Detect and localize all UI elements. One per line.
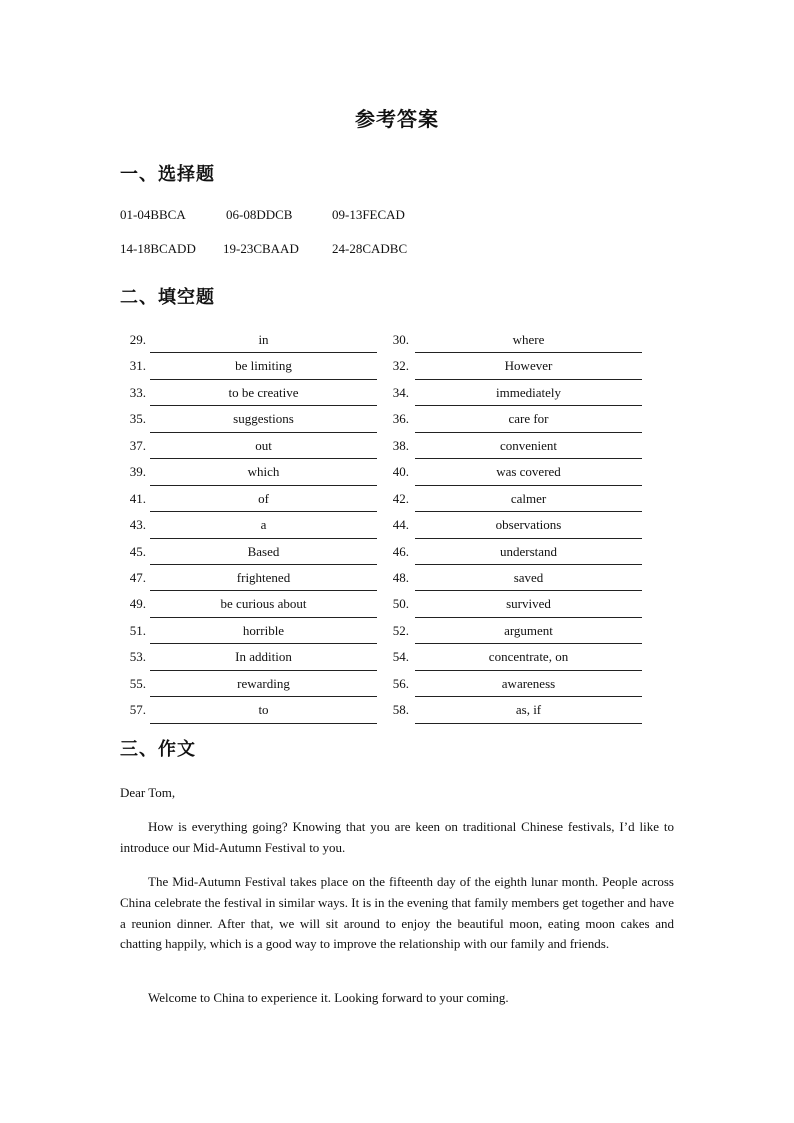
essay-paragraph-text: Welcome to China to experience it. Looking forward to your coming. (148, 990, 509, 1005)
fill-row (120, 459, 650, 485)
question-number: 49. (129, 596, 146, 612)
question-number: 41. (129, 490, 146, 506)
answer-blank: Based (150, 539, 377, 565)
question-number: 46. (392, 543, 409, 559)
answer-blank: in (150, 327, 377, 353)
answer-blank: observations (415, 512, 642, 538)
answer-blank: immediately (415, 380, 642, 406)
question-number: 58. (392, 702, 409, 718)
answer-blank: as, if (415, 697, 642, 723)
question-number: 52. (392, 622, 409, 638)
answer-blank: survived (415, 591, 642, 617)
question-number: 45. (129, 543, 146, 559)
question-number: 36. (392, 411, 409, 427)
answer-blank: care for (415, 406, 642, 432)
answer-blank: where (415, 327, 642, 353)
question-number: 32. (392, 358, 409, 374)
question-number: 48. (392, 569, 409, 585)
question-number: 47. (129, 569, 146, 585)
fill-row (120, 433, 650, 459)
fill-row (120, 618, 650, 644)
essay-salutation: Dear Tom, (120, 785, 176, 800)
section-heading-fill-in: 二、填空题 (120, 287, 215, 308)
answer-blank: to be creative (150, 380, 377, 406)
answer-blank: concentrate, on (415, 644, 642, 670)
answer-blank: horrible (150, 618, 377, 644)
answer-blank: frightened (150, 565, 377, 591)
question-number: 50. (392, 596, 409, 612)
essay-paragraph-text: How is everything going? Knowing that you are keen on traditional Chinese festivals, I’d like to introduce our Mid-Autumn Festival to you. (120, 819, 674, 855)
fill-row (120, 671, 650, 697)
answer-blank: calmer (415, 486, 642, 512)
fill-row (120, 380, 650, 406)
mc-answer-group: 09-13FECAD (332, 207, 405, 222)
fill-row (120, 565, 650, 591)
answer-blank: to (150, 697, 377, 723)
question-number: 37. (129, 437, 146, 453)
answer-blank: However (415, 353, 642, 379)
question-number: 30. (392, 332, 409, 347)
answer-blank: awareness (415, 671, 642, 697)
mc-answer-group: 24-28CADBC (332, 241, 408, 256)
mc-answer-group: 06-08DDCB (226, 207, 293, 222)
question-number: 53. (129, 649, 146, 665)
fill-row (120, 591, 650, 617)
question-number: 56. (392, 675, 409, 691)
question-number: 54. (392, 649, 409, 665)
fill-row (120, 486, 650, 512)
question-number: 39. (129, 464, 146, 480)
question-number: 29. (129, 332, 146, 347)
answer-blank: In addition (150, 644, 377, 670)
question-number: 35. (129, 411, 146, 427)
fill-in-answer-table (120, 327, 650, 724)
answer-blank: suggestions (150, 406, 377, 432)
answer-blank: be limiting (150, 353, 377, 379)
fill-row (120, 512, 650, 538)
mc-answer-group: 19-23CBAAD (223, 241, 299, 256)
essay-paragraph (120, 988, 674, 1009)
question-number: 51. (129, 622, 146, 638)
essay-paragraph (120, 817, 674, 859)
mc-answer-group: 14-18BCADD (120, 241, 196, 256)
question-number: 55. (129, 675, 146, 691)
essay-paragraph-text: The Mid-Autumn Festival takes place on the fifteenth day of the eighth lunar month. People across China celebrate the festival in similar ways. It is in the evening that family members get together and have a reunion dinner. After that, we will sit around to enjoy the beautiful moon, eating moon cakes and chatting happily, which is a good way to improve the relationship with our family and friends. (120, 874, 674, 952)
section-heading-essay: 三、作文 (120, 739, 196, 760)
answer-blank: out (150, 433, 377, 459)
answer-blank: be curious about (150, 591, 377, 617)
mc-answer-group: 01-04BBCA (120, 207, 186, 222)
answer-blank: understand (415, 539, 642, 565)
answer-blank: saved (415, 565, 642, 591)
answer-blank: of (150, 486, 377, 512)
question-number: 43. (129, 517, 146, 533)
fill-row (120, 406, 650, 432)
question-number: 33. (129, 384, 146, 400)
answer-blank: convenient (415, 433, 642, 459)
question-number: 34. (392, 384, 409, 400)
fill-row (120, 353, 650, 379)
section-heading-multiple-choice: 一、选择题 (120, 164, 215, 185)
question-number: 44. (392, 517, 409, 533)
answer-blank: was covered (415, 459, 642, 485)
answer-blank: rewarding (150, 671, 377, 697)
fill-row (120, 327, 650, 353)
fill-row (120, 644, 650, 670)
answer-blank: argument (415, 618, 642, 644)
fill-row (120, 539, 650, 565)
fill-row (120, 697, 650, 723)
answer-blank: a (150, 512, 377, 538)
page-title: 参考答案 (355, 107, 439, 131)
essay-paragraph (120, 872, 674, 955)
question-number: 42. (392, 490, 409, 506)
answer-blank: which (150, 459, 377, 485)
question-number: 57. (129, 702, 146, 718)
question-number: 31. (129, 358, 146, 374)
question-number: 40. (392, 464, 409, 480)
question-number: 38. (392, 437, 409, 453)
